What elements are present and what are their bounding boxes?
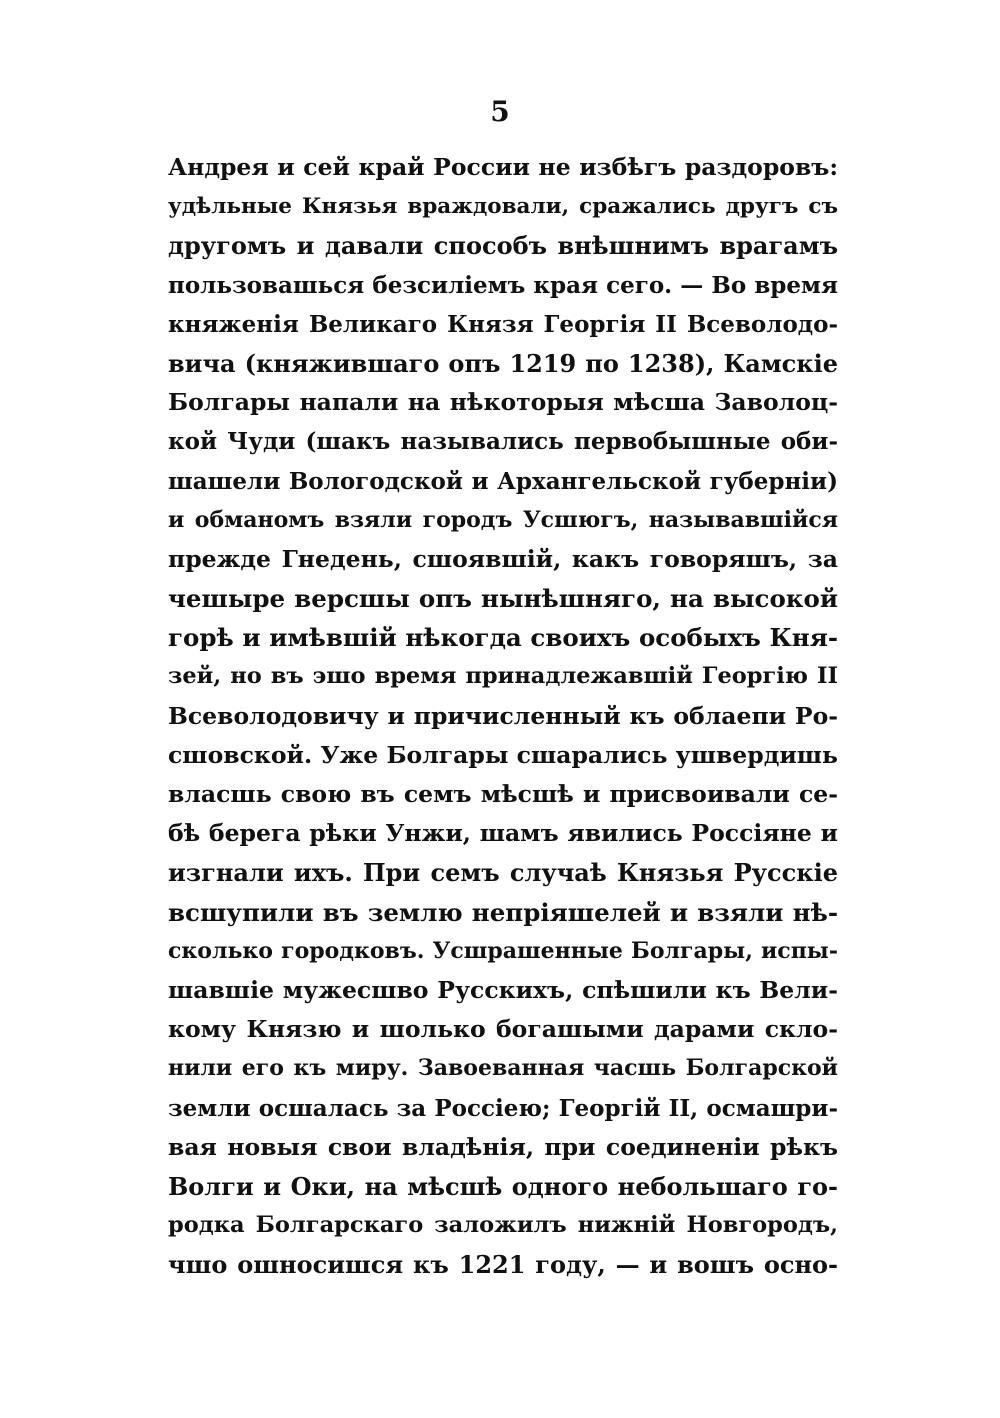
text-line: шавшіе мужесшво Русскихъ, спѣшили къ Вели- — [168, 975, 838, 1004]
text-line: прежде Гнедень, сшоявшій, какъ говоряшъ, за — [168, 544, 838, 573]
text-line: пользовашься безсиліемъ края сего. — Во время — [168, 271, 838, 299]
text-line: всшупили въ землю непріяшелей и взяли нѣ- — [168, 897, 838, 927]
text-line: горѣ и имѣвшій нѣкогда своихъ особыхъ Кня- — [168, 623, 838, 653]
text-line: власшь свою въ семъ мѣсшѣ и присвоивали се- — [168, 780, 838, 808]
text-line: изгнали ихъ. При семъ случаѣ Князья Русскіе — [168, 858, 838, 888]
text-line: нили его къ миру. Завоеванная часшь Болгарской — [168, 1055, 838, 1082]
text-line: бѣ берега рѣки Унжи, шамъ явились Россіяне и — [168, 819, 838, 848]
text-line: и обманомъ взяли городъ Усшюгъ, называвшійся — [168, 506, 838, 533]
text-line: удѣльные Князья враждовали, сражались другъ съ — [168, 194, 838, 220]
text-line: Волги и Оки, на мѣсшѣ одного небольшаго го- — [168, 1171, 838, 1201]
text-line: чешыре версшы опъ нынѣшняго, на высокой — [168, 584, 838, 614]
text-line: другомъ и давали способъ внѣшнимъ врагамъ — [168, 231, 838, 261]
body-text — [168, 148, 838, 1284]
text-line: шашели Вологодской и Архангельской губерніи) — [168, 467, 838, 495]
text-line: Андрея и сей край России не избѣгъ раздоровъ: — [168, 153, 838, 181]
text-line: кой Чуди (шакъ назывались первобышные оби- — [168, 428, 838, 456]
text-line: Всеволодовичу и причисленный къ облаепи Ро- — [168, 701, 838, 730]
text-line: сшовской. Уже Болгары сшарались ушвердишь — [168, 740, 838, 769]
page-number: 5 — [490, 95, 510, 128]
text-line: кому Князю и шолько богашыми дарами скло- — [168, 1015, 838, 1044]
text-line: родка Болгарскаго заложилъ нижній Новгородъ, — [168, 1212, 838, 1239]
text-line: княженія Великаго Князя Георгія II Всеволодо- — [168, 310, 838, 338]
text-line: вая новыя свои владѣнія, при соединеніи рѣкъ — [168, 1132, 838, 1161]
text-line: сколько городковъ. Усшрашенные Болгары, испы- — [168, 937, 838, 964]
text-line: зей, но въ эшо время принадлежавшій Георгію II — [168, 663, 838, 690]
text-line: чшо ошносишся къ 1221 году, — и вошъ осно- — [168, 1250, 838, 1280]
text-line: Болгары напали на нѣкоторыя мѣсша Заволоц- — [168, 388, 838, 417]
text-line: вича (княжившаго опъ 1219 по 1238), Камскіе — [168, 348, 838, 378]
text-line: земли осшалась за Россіею; Георгій II, осмашри- — [168, 1094, 838, 1122]
